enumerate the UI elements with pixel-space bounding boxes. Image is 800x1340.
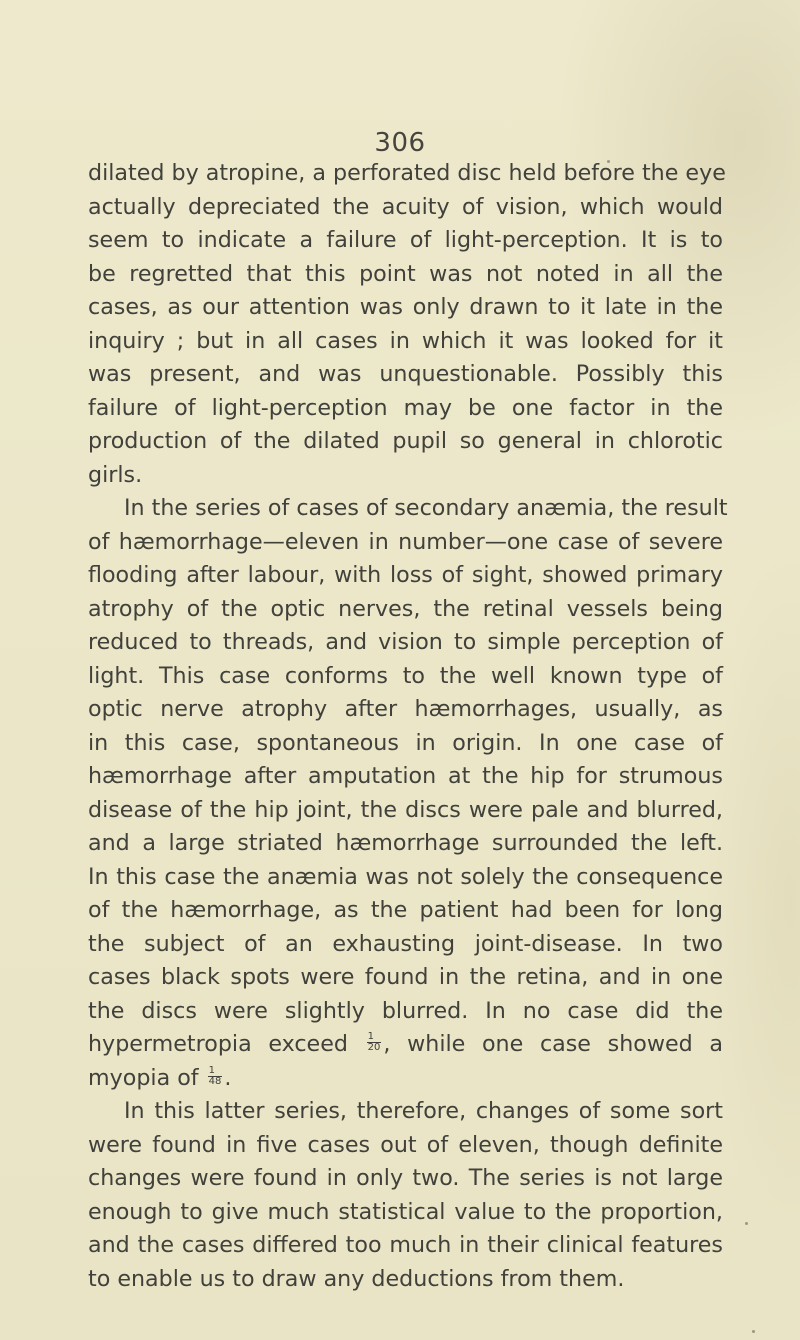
text-line: was present, and was unquestionable. Possibly this (88, 361, 723, 387)
text-line: In this latter series, therefore, changes of some sort (124, 1098, 723, 1124)
text-line: optic nerve atrophy after hæmorrhages, usually, as (88, 696, 723, 722)
fraction-denominator: 48 (208, 1075, 222, 1087)
paper-speck (607, 160, 610, 163)
text-segment: , while one case showed a (383, 1031, 723, 1057)
text-line: inquiry ; but in all cases in which it was looked for it (88, 327, 723, 354)
paper-speck (752, 1330, 755, 1333)
text-segment: hypermetropia exceed (88, 1031, 348, 1057)
text-line: the discs were slightly blurred. In no case did the (88, 997, 723, 1024)
text-line: of the hæmorrhage, as the patient had been for long (88, 897, 723, 923)
text-line: in this case, spontaneous in origin. In one case of (88, 729, 723, 756)
text-line: changes were found in only two. The series is not large (88, 1165, 723, 1191)
paper-speck (745, 1222, 748, 1225)
text-line: to enable us to draw any deductions from them. (88, 1265, 625, 1292)
text-line: light. This case conforms to the well known type of (88, 662, 723, 689)
text-segment: myopia of (88, 1064, 199, 1091)
text-line: In this case the anæmia was not solely the consequence (88, 863, 723, 890)
text-line: of hæmorrhage—eleven in number—one case of severe (88, 528, 723, 555)
fraction-numerator: 1 (208, 1066, 223, 1077)
text-line: cases, as our attention was only drawn to it late in the (88, 294, 723, 320)
fraction (208, 1066, 223, 1087)
text-line: girls. (88, 461, 143, 488)
text-line: and the cases differed too much in their clinical features (88, 1232, 723, 1258)
text-line: dilated by atropine, a perforated disc held before the eye (88, 160, 726, 186)
fraction (367, 1032, 382, 1053)
text-segment: . (224, 1064, 232, 1091)
page-body (88, 157, 728, 1296)
text-line: be regretted that this point was not noted in all the (88, 260, 723, 287)
text-line: production of the dilated pupil so general in chlorotic (88, 428, 723, 454)
text-line: flooding after labour, with loss of sight, showed primary (88, 562, 723, 588)
text-line: cases black spots were found in the retina, and in one (88, 964, 723, 990)
text-line: In the series of cases of secondary anæmia, the result (124, 495, 728, 521)
text-line: enough to give much statistical value to the proportion, (88, 1198, 723, 1225)
fraction-numerator: 1 (367, 1032, 382, 1043)
text-line: seem to indicate a failure of light-perception. It is to (88, 227, 723, 253)
text-line: the subject of an exhausting joint-disease. In two (88, 930, 723, 957)
text-line: failure of light-perception may be one factor in the (88, 394, 723, 421)
text-line: actually depreciated the acuity of vision, which would (88, 193, 723, 220)
text-line: were found in five cases out of eleven, though definite (88, 1131, 723, 1158)
text-line: reduced to threads, and vision to simple perception of (88, 629, 723, 655)
page-number: 306 (374, 128, 426, 158)
text-line: and a large striated hæmorrhage surrounded the left. (88, 830, 723, 856)
text-line: disease of the hip joint, the discs were pale and blurred, (88, 796, 723, 823)
text-line-with-fraction (88, 1062, 723, 1096)
text-line-with-fraction (88, 1028, 723, 1062)
text-line: atrophy of the optic nerves, the retinal vessels being (88, 595, 723, 622)
text-line: hæmorrhage after amputation at the hip for strumous (88, 763, 723, 789)
fraction-denominator: 20 (367, 1042, 381, 1053)
